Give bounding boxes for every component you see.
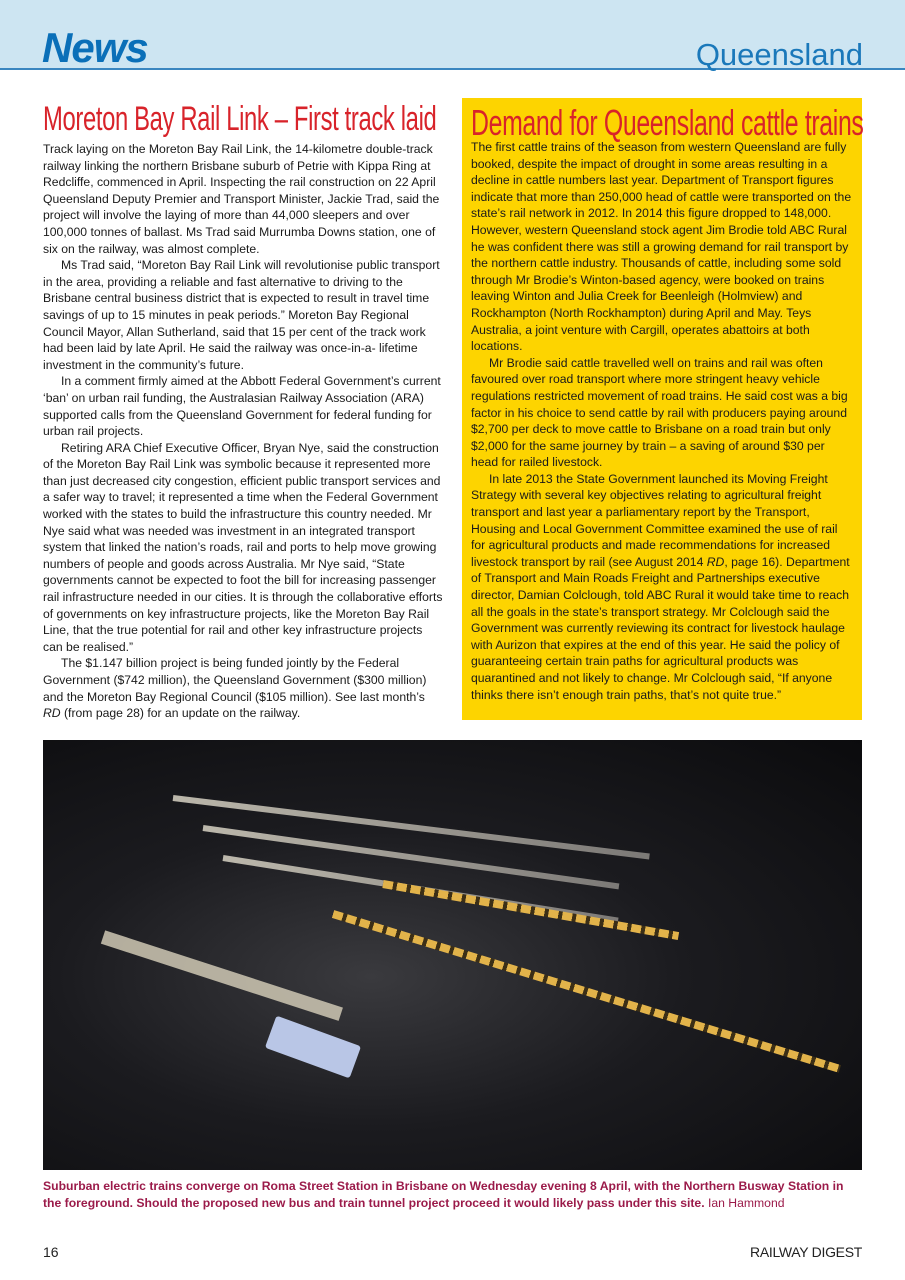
text: , page 16). Department of Transport and Main Roads Freight and Partnerships executive director, Damian Colclough, told ABC Rural it would take time to reach all the goals in the state’s transport strategy. Mr Colclough said the Government was currently reviewing its contract for livestock haulage with Aurizon that expires at the end of this year. He said the policy of guaranteeing certain train paths for agricultural products was quarantined and not likely to change. Mr Colclough said, “If anyone thinks there isn’t enough train paths, that’s not quite true.” [471,554,850,702]
paragraph: Retiring ARA Chief Executive Officer, Bryan Nye, said the construction of the Moreton Bay Rail Link was symbolic because it represented more than just decreased city congestion, efficient public transport services and a safer way to travel; it represented a time when the Federal Government worked with the states to build the infrastructure this country needed. Mr Nye said what was needed was investment in an integrated transport system that linked the nation’s roads, rail and ports to help move growing numbers of people and goods across Australia. Mr Nye said, “State governments cannot be expected to foot the bill for increasing passenger rail infrastructure needed in our cities. It is through the collaborative efforts of governments on key infrastructure projects, like the Moreton Bay Rail Line, that the true potential for rail and other key infrastructure projects can be realised.” [43,440,443,654]
paragraph [471,471,855,703]
publication-abbrev: RD [706,554,725,569]
publication-abbrev: RD [43,706,61,721]
text: In late 2013 the State Government launched its Moving Freight Strategy with several key objectives relating to agricultural freight transport and last year a parliamentary report by the Transport, Housing and Local Government Committee examined the use of rail for agricultural products and made recommendations for increased livestock transport by rail (see August 2014 [471,471,838,569]
paragraph [43,655,445,721]
region-label: Queensland [695,37,863,72]
photo-caption [43,1178,863,1212]
paragraph: Ms Trad said, “Moreton Bay Rail Link will revolutionise public transport in the area, providing a reliable and fast alternative to driving to the Brisbane central business district that is expected to result in travel time savings of up to 15 minutes in peak periods.” Moreton Bay Regional Council Mayor, Allan Sutherland, said that 15 per cent of the track work had been laid by late April. He said the railway was once-in-a- lifetime investment in the community’s future. [43,258,440,372]
caption-text: Suburban electric trains converge on Roma Street Station in Brisbane on Wednesday evening 8 April, with the Northern Busway Station in the foreground. Should the proposed new bus and train tunnel project proceed it would likely pass under this site. [43,1179,844,1210]
text: (from page 28) for an update on the railway. [60,706,301,721]
publication-name: RAILWAY DIGEST [750,1244,862,1260]
paragraph: In a comment firmly aimed at the Abbott Federal Government’s current ‘ban’ on urban rail funding, the Australasian Railway Association (ARA) supported calls from the Queensland Government for federal funding for urban rail projects. [43,374,441,439]
right-article-body [471,139,855,703]
paragraph: Mr Brodie said cattle travelled well on trains and rail was often favoured over road transport where more stringent heavy vehicle regulations restricted movement of road trains. He said cost was a big factor in his choice to send cattle by rail with producers paying around $2,700 per deck to move cattle to Brisbane on a road train but only $2,000 for the same journey by train – a saving of around $30 per head for railed livestock. [471,355,848,470]
paragraph: The first cattle trains of the season from western Queensland are fully booked, despite the impact of drought in some areas resulting in a decline in cattle numbers last year. Department of Transport figures indicate that more than 250,000 head of cattle were transported on the state’s rail network in 2012. In 2014 this figure dropped to 148,000. However, western Queensland stock agent Jim Brodie told ABC Rural he was confident there was still a growing demand for rail transport by the northern cattle industry. Thousands of cattle, including some sold through Mr Brodie’s Winton-based agency, were booked on trains leaving Winton and Julia Creek for Beenleigh (Holmview) and Rockhampton (North Rockhampton) during April and May. Teys Australia, a joint venture with Cargill, operates abattoirs at both locations. [471,140,852,354]
photo-credit: Ian Hammond [707,1196,785,1210]
section-title: News [42,24,148,71]
right-article-title: Demand for Queensland cattle trains [471,102,864,143]
paragraph: Track laying on the Moreton Bay Rail Link, the 14-kilometre double-track railway linking the northern Brisbane suburb of Petrie with Kippa Ring at Redcliffe, commenced in April. Inspecting the rail construction on 22 April Queensland Deputy Premier and Transport Minister, Jackie Trad, said the project will involve the laying of more than 44,000 sleepers and over 100,000 tonnes of ballast. Ms Trad said Murrumba Downs station, one of six on the railway, was almost complete. [43,142,440,256]
station-night-photo [43,740,862,1170]
left-article-body [43,141,445,722]
bus [265,1016,361,1079]
left-article-title: Moreton Bay Rail Link – First track laid [43,100,437,138]
text: The $1.147 billion project is being funded jointly by the Federal Government ($742 million), the Queensland Government ($300 million) and the Moreton Bay Regional Council ($105 million). See last month’s [43,656,427,704]
section-header [0,0,905,70]
page-number: 16 [43,1244,59,1260]
